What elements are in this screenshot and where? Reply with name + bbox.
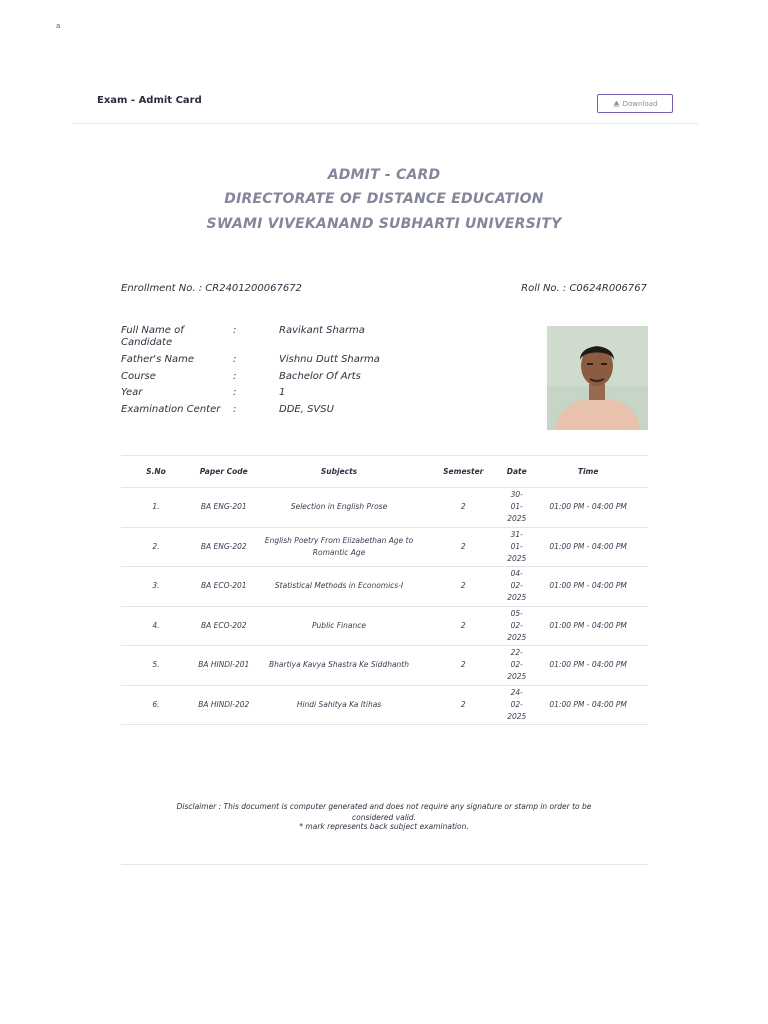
cell-time: 01:00 PM - 04:00 PM bbox=[528, 527, 648, 567]
cell-semester: 2 bbox=[421, 606, 505, 646]
column-header-date: Date bbox=[505, 456, 528, 488]
cell-time: 01:00 PM - 04:00 PM bbox=[528, 606, 648, 646]
corner-mark: a bbox=[56, 22, 61, 30]
cell-date: 05-02-2025 bbox=[505, 606, 528, 646]
cell-date: 31-01-2025 bbox=[505, 527, 528, 567]
cell-paper-code: BA ECO-202 bbox=[191, 606, 257, 646]
column-header-time: Time bbox=[528, 456, 648, 488]
cell-paper-code: BA HINDI-201 bbox=[191, 646, 257, 686]
page-title: Exam - Admit Card bbox=[97, 95, 202, 106]
table-row bbox=[121, 646, 648, 686]
cell-subject: Selection in English Prose bbox=[257, 488, 422, 528]
cell-paper-code: BA ENG-202 bbox=[191, 527, 257, 567]
label-exam-center: Examination Center bbox=[121, 404, 221, 415]
colon: : bbox=[233, 387, 237, 398]
directorate-title: DIRECTORATE OF DISTANCE EDUCATION bbox=[224, 191, 544, 207]
cell-sno: 1. bbox=[121, 488, 191, 528]
cell-sno: 5. bbox=[121, 646, 191, 686]
back-subject-note: * mark represents back subject examination. bbox=[299, 822, 469, 831]
cell-time: 01:00 PM - 04:00 PM bbox=[528, 488, 648, 528]
label-course: Course bbox=[121, 371, 156, 382]
cell-paper-code: BA HINDI-202 bbox=[191, 685, 257, 725]
cell-semester: 2 bbox=[421, 527, 505, 567]
download-icon bbox=[613, 100, 620, 107]
disclaimer-text: Disclaimer : This document is computer generated and does not require any signature or stamp in order to be considered valid. bbox=[176, 802, 592, 822]
colon: : bbox=[233, 354, 237, 365]
download-label: Download bbox=[622, 99, 658, 108]
cell-semester: 2 bbox=[421, 685, 505, 725]
cell-subject: Bhartiya Kavya Shastra Ke Siddhanth bbox=[257, 646, 422, 686]
cell-time: 01:00 PM - 04:00 PM bbox=[528, 567, 648, 607]
cell-semester: 2 bbox=[421, 567, 505, 607]
colon: : bbox=[233, 371, 237, 382]
cell-date: 22-02-2025 bbox=[505, 646, 528, 686]
column-header-paper-code: Paper Code bbox=[191, 456, 257, 488]
cell-sno: 6. bbox=[121, 685, 191, 725]
cell-semester: 2 bbox=[421, 488, 505, 528]
cell-date: 30-01-2025 bbox=[505, 488, 528, 528]
cell-time: 01:00 PM - 04:00 PM bbox=[528, 646, 648, 686]
roll-number: Roll No. : C0624R006767 bbox=[521, 283, 647, 294]
cell-sno: 2. bbox=[121, 527, 191, 567]
admit-card-title: ADMIT - CARD bbox=[327, 167, 441, 183]
table-row bbox=[121, 488, 648, 528]
university-title: SWAMI VIVEKANAND SUBHARTI UNIVERSITY bbox=[206, 216, 562, 232]
download-button[interactable] bbox=[597, 94, 673, 113]
cell-sno: 4. bbox=[121, 606, 191, 646]
cell-paper-code: BA ENG-201 bbox=[191, 488, 257, 528]
label-full-name: Full Name of Candidate bbox=[121, 325, 184, 348]
value-year: 1 bbox=[279, 387, 286, 398]
candidate-photo bbox=[547, 326, 648, 430]
table-row bbox=[121, 606, 648, 646]
label-father-name: Father's Name bbox=[121, 354, 195, 365]
cell-semester: 2 bbox=[421, 646, 505, 686]
cell-sno: 3. bbox=[121, 567, 191, 607]
column-header-semester: Semester bbox=[421, 456, 505, 488]
page-header bbox=[72, 88, 698, 124]
value-full-name: Ravikant Sharma bbox=[279, 325, 365, 336]
table-row bbox=[121, 567, 648, 607]
column-header-subjects: Subjects bbox=[257, 456, 422, 488]
cell-subject: English Poetry From Elizabethan Age to Romantic Age bbox=[257, 527, 422, 567]
label-year: Year bbox=[121, 387, 143, 398]
cell-subject: Statistical Methods in Economics-I bbox=[257, 567, 422, 607]
value-father-name: Vishnu Dutt Sharma bbox=[279, 354, 380, 365]
value-course: Bachelor Of Arts bbox=[279, 371, 361, 382]
exam-schedule-table bbox=[121, 455, 648, 725]
colon: : bbox=[233, 325, 237, 336]
table-header-row bbox=[121, 456, 648, 488]
divider bbox=[121, 864, 648, 865]
cell-paper-code: BA ECO-201 bbox=[191, 567, 257, 607]
table-row bbox=[121, 685, 648, 725]
table-row bbox=[121, 527, 648, 567]
enrollment-number: Enrollment No. : CR2401200067672 bbox=[121, 283, 302, 294]
cell-date: 04-02-2025 bbox=[505, 567, 528, 607]
cell-subject: Public Finance bbox=[257, 606, 422, 646]
cell-subject: Hindi Sahitya Ka Itihas bbox=[257, 685, 422, 725]
value-exam-center: DDE, SVSU bbox=[279, 404, 334, 415]
colon: : bbox=[233, 404, 237, 415]
column-header-sno: S.No bbox=[121, 456, 191, 488]
cell-date: 24-02-2025 bbox=[505, 685, 528, 725]
cell-time: 01:00 PM - 04:00 PM bbox=[528, 685, 648, 725]
